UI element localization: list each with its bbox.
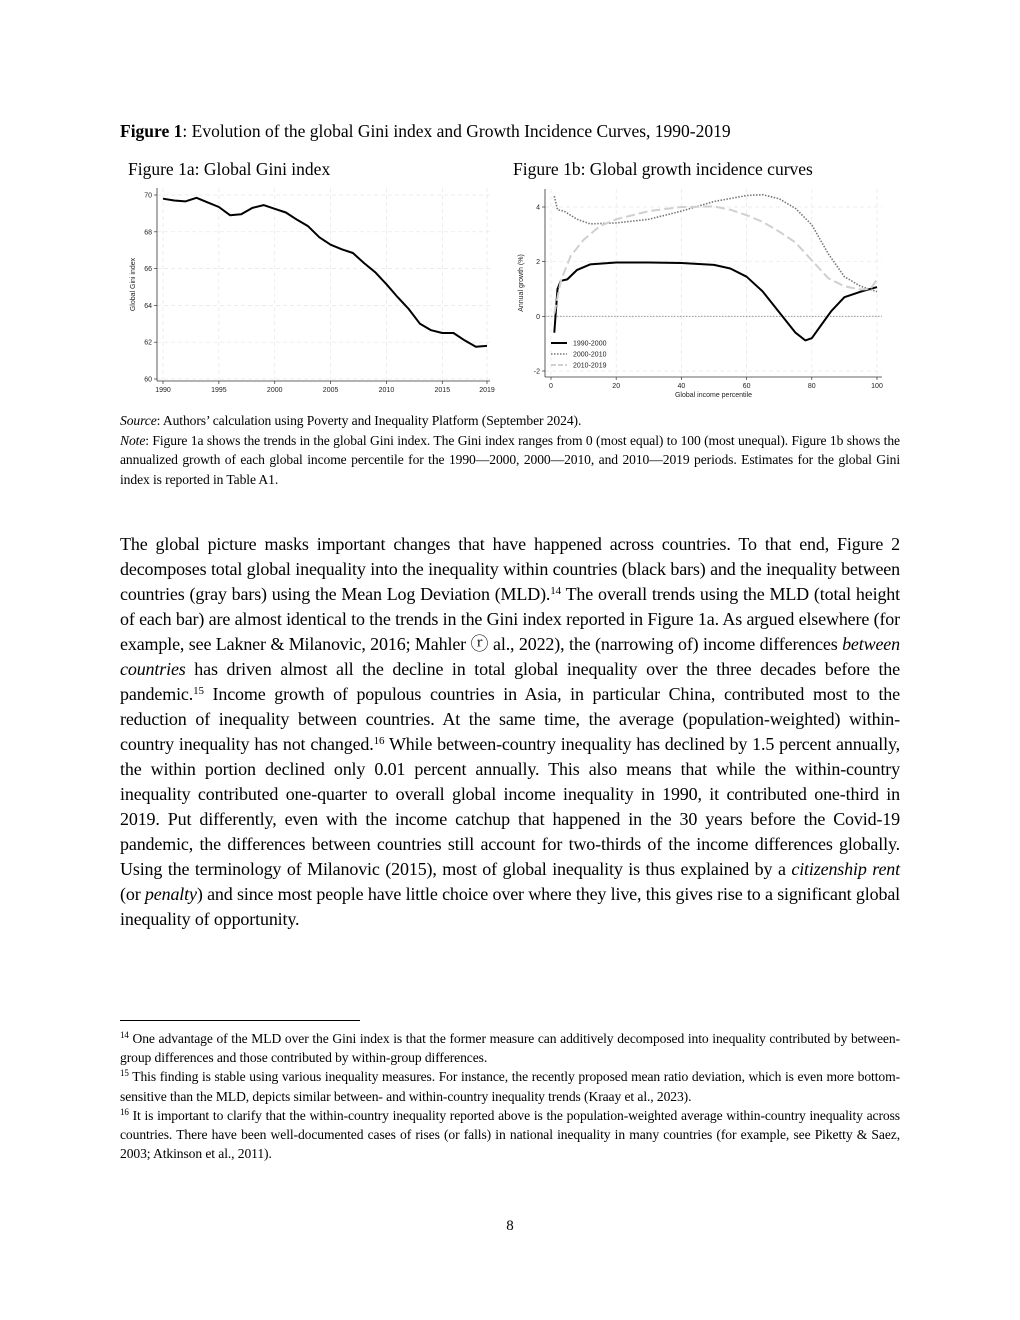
y-axis-label: Annual growth (%) bbox=[518, 254, 525, 312]
x-tick-label: 20 bbox=[612, 383, 621, 390]
x-tick-label: 100 bbox=[871, 383, 883, 390]
note bbox=[120, 431, 900, 490]
x-tick-label: 80 bbox=[807, 383, 816, 390]
body-text: The overall trends using the MLD (total height of each bar) are almost identical to the trends in the Gini index reported in Figure 1a. As argued elsewhere (for example, see Lakner & Milanovic, 2016; Mahler ⓡ al., 2022), the (narrowing of) income differences bbox=[120, 584, 900, 654]
legend-label: 1990-2000 bbox=[573, 340, 607, 348]
x-tick-label: 2015 bbox=[434, 387, 451, 394]
figure-1b-title: Figure 1b: Global growth incidence curves bbox=[513, 159, 813, 179]
body-text: has driven almost all the decline in total global inequality over the three decades before the pandemic. bbox=[120, 659, 900, 704]
note-label: Note bbox=[120, 432, 146, 448]
footnote-number: 15 bbox=[120, 1068, 129, 1079]
x-tick-label: 1990 bbox=[155, 387, 171, 394]
footnote-number: 16 bbox=[120, 1106, 129, 1117]
y-tick-label: 70 bbox=[144, 192, 152, 200]
legend-label: 2000-2010 bbox=[573, 351, 607, 359]
footnotes bbox=[120, 1029, 900, 1163]
x-tick-label: 2005 bbox=[322, 387, 339, 394]
y-tick-label: 60 bbox=[144, 376, 152, 384]
gini-chart bbox=[120, 183, 500, 405]
body-paragraph bbox=[120, 532, 900, 932]
y-tick-label: 66 bbox=[144, 266, 152, 274]
x-tick-label: 40 bbox=[677, 383, 686, 390]
y-tick-label: 62 bbox=[144, 339, 152, 347]
figure-title bbox=[120, 121, 731, 142]
footnote-number: 14 bbox=[120, 1030, 129, 1040]
y-tick-label: 68 bbox=[144, 229, 152, 237]
figure-notes bbox=[120, 411, 900, 489]
footnote-text: This finding is stable using various inequality measures. For instance, the recently proposed mean ratio deviation, which is even more bottom-sensitive than the MLD, depicts similar between- and within-country inequality trends (Kraay et al., 2023). bbox=[120, 1069, 900, 1104]
body-text: The global picture masks important changes that have happened across countries. To that end, Figure 2 decomposes total global inequality into the inequality within countries (black bars) and the inequality between countries (gray bars) using the Mean Log Deviation (MLD). bbox=[120, 534, 900, 604]
footnote-text: It is important to clarify that the within-country inequality reported above is the population-weighted average within-country inequality across countries. There have been well-documented cases of rises (or falls) in national inequality in many countries (for example, see Piketty & Saez, 2003; Atkinson et al., 2011). bbox=[120, 1107, 900, 1162]
gic-chart bbox=[510, 183, 890, 405]
note-text: : Figure 1a shows the trends in the global Gini index. The Gini index ranges from 0 (most equal) to 100 (most unequal). Figure 1b shows the annualized growth of each global income percentile for the 1990—2000, 2000—2010, and 2010—2019 periods. Estimates for the global Gini index is reported in Table A1. bbox=[120, 432, 900, 487]
source-label: Source bbox=[120, 413, 157, 428]
body-italic: penalty bbox=[144, 884, 197, 904]
y-tick-label: 0 bbox=[536, 313, 540, 321]
legend-label: 2010-2019 bbox=[573, 362, 607, 370]
footnote-15 bbox=[120, 1067, 900, 1105]
y-tick-label: 64 bbox=[144, 302, 152, 310]
x-tick-label: 2000 bbox=[266, 387, 283, 394]
x-tick-label: 0 bbox=[549, 383, 553, 390]
x-tick-label: 2019 bbox=[479, 387, 495, 394]
source-note bbox=[120, 411, 900, 431]
body-text: ) and since most people have little choice over where they live, this gives rise to a significant global inequality of opportunity. bbox=[120, 884, 901, 929]
y-tick-label: 4 bbox=[536, 204, 540, 212]
y-axis-label: Global Gini index bbox=[130, 257, 137, 312]
footnote-ref-15[interactable]: 15 bbox=[193, 685, 204, 697]
footnote-divider bbox=[120, 1020, 360, 1021]
x-tick-label: 1995 bbox=[211, 387, 227, 394]
plot-area bbox=[157, 188, 490, 381]
footnote-16 bbox=[120, 1106, 900, 1164]
body-text: (or bbox=[120, 884, 145, 904]
y-tick-label: -2 bbox=[533, 368, 540, 376]
x-tick-label: 2010 bbox=[378, 387, 395, 394]
body-italic: between countries bbox=[120, 634, 900, 679]
body-italic: citizenship rent bbox=[791, 859, 900, 879]
figure-1a-title: Figure 1a: Global Gini index bbox=[128, 159, 331, 179]
source-text: : Authors’ calculation using Poverty and Inequality Platform (September 2024). bbox=[156, 413, 582, 428]
footnote-text: One advantage of the MLD over the Gini index is that the former measure can additively decomposed into inequality contributed by between-group differences and those contributed by within-group differences. bbox=[120, 1031, 900, 1066]
footnote-14 bbox=[120, 1029, 900, 1067]
footnote-ref-16[interactable]: 16 bbox=[373, 735, 385, 747]
body-text: While between-country inequality has declined by 1.5 percent annually, the within portion declined only 0.01 percent annually. This also means that while the within-country inequality contributed one-quarter to overall global income inequality in 1990, it contributed one-third in 2019. Put differently, even with the income catchup that happened in the 30 years before the Covid-19 pandemic, the differences between countries still account for two-thirds of the income differences globally. Using the terminology of Milanovic (2015), most of global inequality is thus explained by a bbox=[120, 734, 900, 879]
figure-label: Figure 1 bbox=[120, 121, 183, 141]
y-tick-label: 2 bbox=[536, 259, 540, 267]
figure-title-text: : Evolution of the global Gini index and Growth Incidence Curves, 1990-2019 bbox=[182, 121, 731, 141]
body-text: Income growth of populous countries in Asia, in particular China, contributed most to the reduction of inequality between countries. At the same time, the average (population-weighted) within-country inequality has not changed. bbox=[120, 684, 900, 754]
x-axis-label: Global income percentile bbox=[674, 392, 753, 399]
plot-area bbox=[545, 189, 882, 377]
footnote-ref-14[interactable]: 14 bbox=[550, 585, 561, 597]
page-number: 8 bbox=[506, 1218, 514, 1234]
x-tick-label: 60 bbox=[742, 383, 751, 390]
